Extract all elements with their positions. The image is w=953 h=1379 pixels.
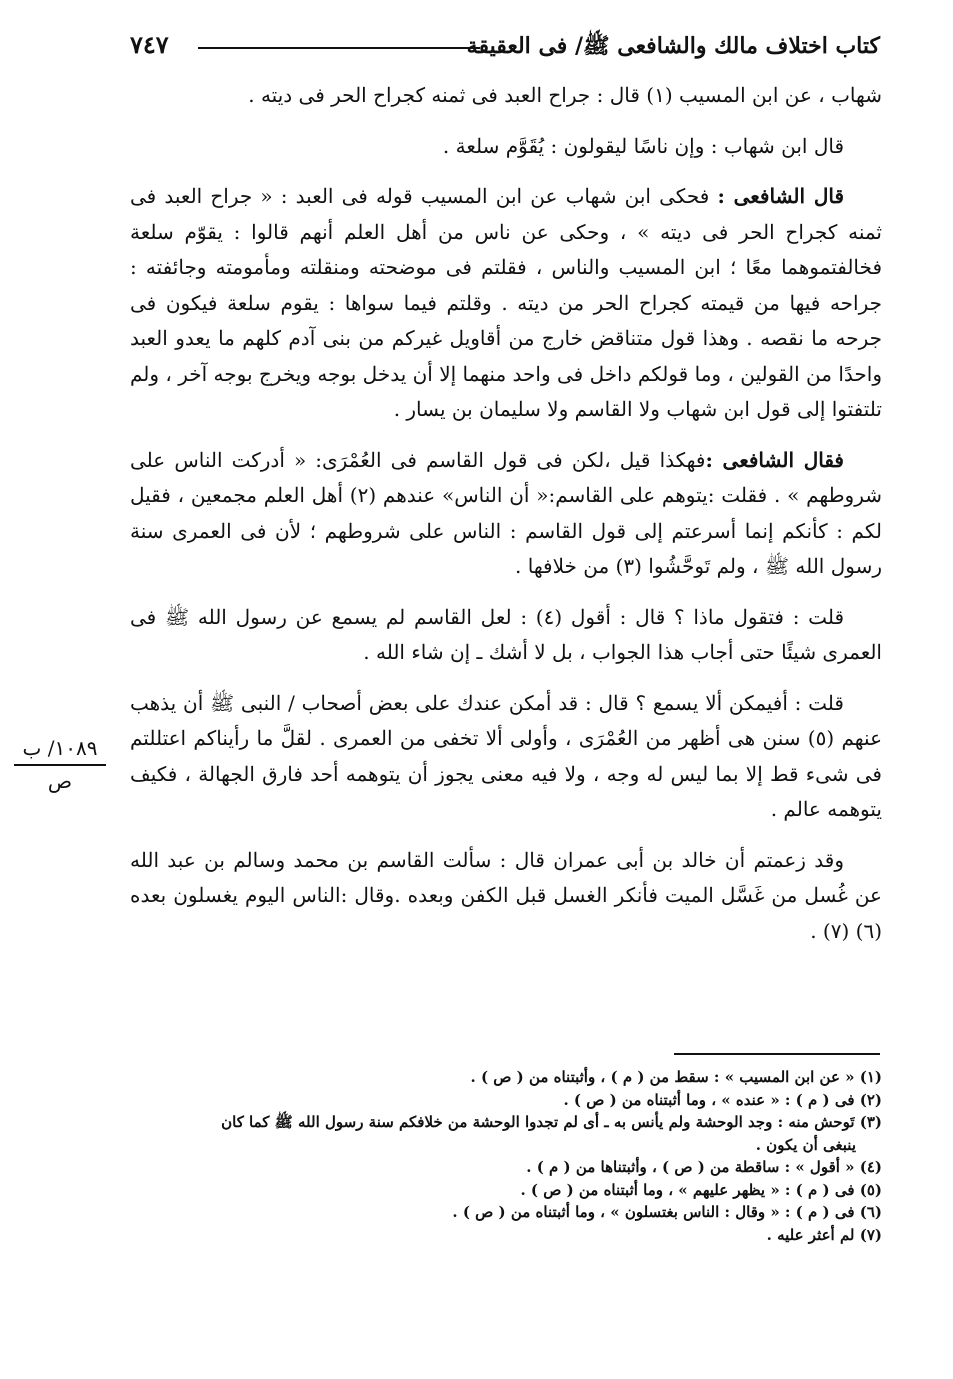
running-title: كتاب اختلاف مالك والشافعى ﷺ/ فى العقيقة <box>466 33 880 59</box>
footnote: (٢) فى ( م ) : « عنده » ، وما أثبتناه من ( ص ) . <box>563 1090 882 1109</box>
paragraph: قال ابن شهاب : وإن ناسًا ليقولون : يُقَوَّم سلعة . <box>442 133 844 158</box>
paragraph: وقد زعمتم أن خالد بن أبى عمران قال : سألت القاسم بن محمد وسالم بن عبد الله عن غُسل من غَسَّل الميت فأنكر الغسل قبل الكفن وبعده .وقال :الناس اليوم يغسلون بعده (٦) (٧) . <box>130 847 882 943</box>
page-number: ٧٤٧ <box>130 30 169 59</box>
speaker-label: فقال الشافعى : <box>705 447 844 472</box>
footnote: (٥) فى ( م ) : « يظهر عليهم » ، وما أثبتناه من ( ص ) . <box>520 1180 882 1199</box>
footnote-separator <box>674 1053 880 1055</box>
paragraph: قلت : فتقول ماذا ؟ قال : أقول (٤) : لعل القاسم لم يسمع عن رسول الله ﷺ فى العمرى شيئًا حتى أجاب هذا الجواب ، بل لا أشك ـ إن شاء الله . <box>130 604 882 664</box>
manuscript-folio-note <box>14 735 106 794</box>
speaker-label: قال الشافعى : <box>717 184 844 208</box>
footnote: (٧) لم أعثر عليه . <box>766 1225 882 1244</box>
footnote: (٦) فى ( م ) : « وقال : الناس بغتسلون » ، وما أثبتناه من ( ص ) . <box>452 1203 882 1221</box>
footnote: (١) « عن ابن المسيب » : سقط من ( م ) ، وأثبتناه من ( ص ) . <box>470 1068 882 1086</box>
main-text <box>130 78 882 964</box>
footnotes <box>130 1066 882 1246</box>
footnote: (٤) « أقول » : ساقطة من ( ص ) ، وأثبتناها من ( م ) . <box>526 1158 882 1176</box>
folio-reference: ١٠٨٩/ ب <box>14 735 106 766</box>
header-rule <box>198 47 480 49</box>
footnote: (٣) تَوحش منه : وجد الوحشة ولم يأنس به ـ أى لم تجدوا الوحشة من خلافكم سنة رسول الله ﷺ كما كان <box>221 1113 882 1131</box>
paragraph: فقال الشافعى :فهكذا قيل ،لكن فى قول القاسم فى العُمْرَى: « أدركت الناس على شروطهم » . فقلت :يتوهم على القاسم:« أن الناس» عندهم (٢) أهل العلم مجمعين ، فقيل لكم : كأنكم إنما أسرعتم إلى قول القاسم : الناس على شروطهم ؛ لأن فى العمرى سنة رسول الله ﷺ ، ولم تَوحَّشُوا (٣) من خلافها . <box>130 447 882 578</box>
footnote-continuation: ينبغى أن يكون . <box>755 1135 856 1154</box>
paragraph: قال الشافعى : فحكى ابن شهاب عن ابن المسيب قوله فى العبد : « جراح العبد فى ثمنه كجراح الحر فى ديته » ، وحكى عن ناس من أهل العلم أنهم قالوا : يقوّم سلعة فخالفتموهما معًا ؛ ابن المسيب والناس ، فقلتم فى موضحته ومنقلته ومأمومته وجائفته : جراحه فيها من قيمته كجراح الحر من ديته . وقلتم فيما سواها : يقوم سلعة فيكون فى جرحه ما نقصه . وهذا قول متناقض خارج من أقاويل غيركم من بنى آدم كلهم ما يعدو العبد واحدًا من القولين ، وما قولكم داخل فى واحد منهما إلا أن يدخل بوجه ويخرج بوجه آخر ، ولم تلتفتوا إلى قول ابن شهاب ولا القاسم ولا سليمان بن يسار . <box>130 184 882 421</box>
running-header <box>130 30 880 64</box>
paragraph: شهاب ، عن ابن المسيب (١) قال : جراح العبد فى ثمنه كجراح الحر فى ديته . <box>248 83 882 107</box>
paragraph: قلت : أفيمكن ألا يسمع ؟ قال : قد أمكن عندك على بعض أصحاب / النبى ﷺ أن يذهب عنهم (٥) سنن هى أظهر من العُمْرَى ، وأولى ألا تخفى من العمرى . لقلَّ ما رأيناكم اعتللتم فى شىء قط إلا بما ليس له وجه ، ولا فيه معنى يجوز أن يتوهمه أحد فارق الجهالة ، فكيف يتوهمه عالم . <box>130 690 882 821</box>
manuscript-siglum: ص <box>47 769 73 793</box>
